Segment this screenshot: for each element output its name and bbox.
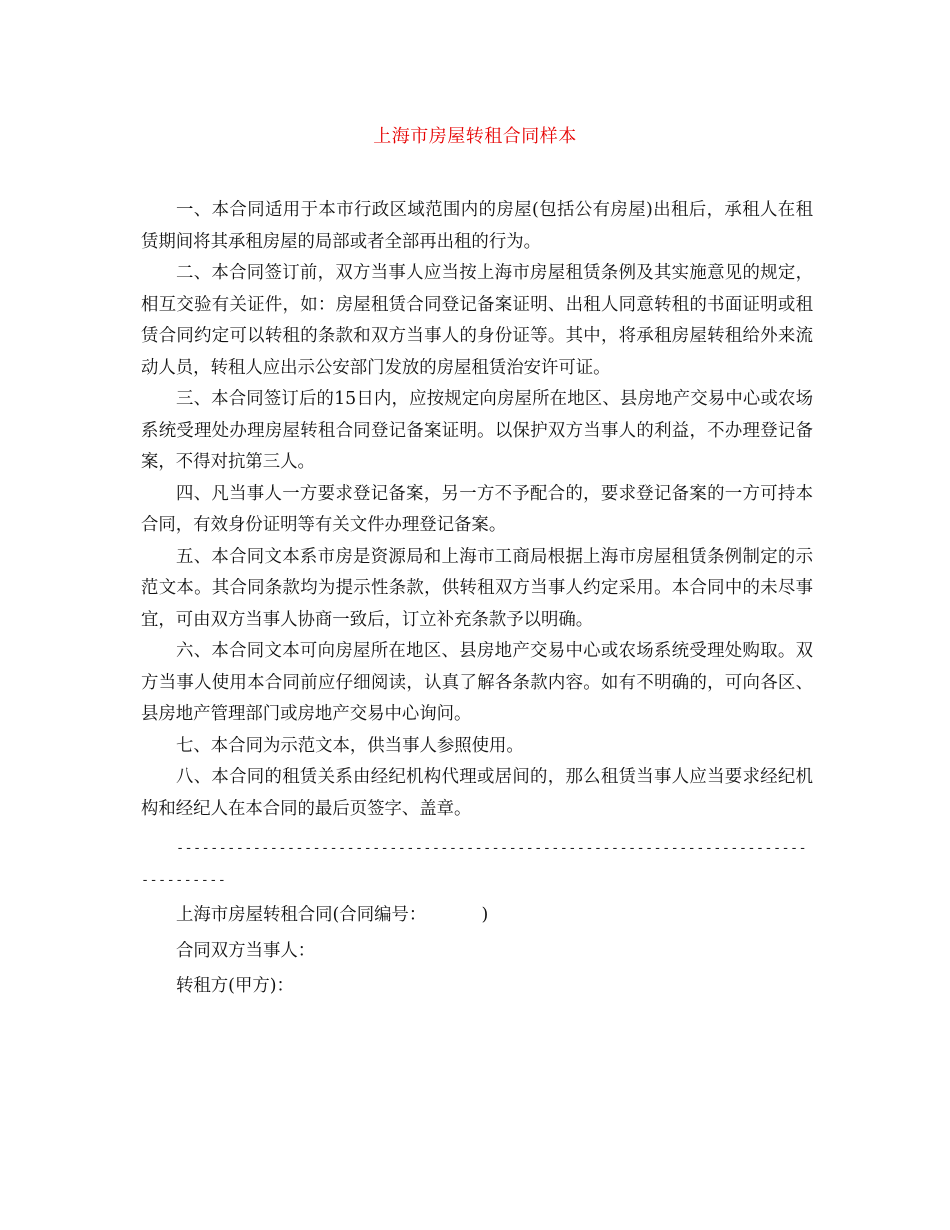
paragraph-2: 二、本合同签订前，双方当事人应当按上海市房屋租赁条例及其实施意见的规定，相互交验有关证件，如：房屋租赁合同登记备案证明、出租人同意转租的书面证明或租赁合同约定可以转租的条款和双方当事人的身份证等。其中，将承租房屋转租给外来流动人员，转租人应出示公安部门发放的房屋租赁治安许可证。: [141, 263, 813, 378]
paragraph-8: 八、本合同的租赁关系由经纪机构代理或居间的，那么租赁当事人应当要求经纪机构和经纪人在本合同的最后页签字、盖章。: [141, 767, 813, 819]
paragraph-6: 六、本合同文本可向房屋所在地区、县房地产交易中心或农场系统受理处购取。双方当事人使用本合同前应仔细阅读，认真了解各条款内容。如有不明确的，可向各区、县房地产管理部门或房地产交易中心询问。: [141, 641, 813, 724]
paragraph-1: 一、本合同适用于本市行政区域范围内的房屋(包括公有房屋)出租后，承租人在租赁期间将其承租房屋的局部或者全部再出租的行为。: [141, 200, 813, 252]
section-divider: ------------------------------------------------------------------------------------: [141, 840, 808, 888]
contract-heading: 上海市房屋转租合同(合同编号： ): [176, 905, 489, 925]
sublessor-label: 转租方(甲方)：: [176, 976, 294, 996]
paragraph-5: 五、本合同文本系市房是资源局和上海市工商局根据上海市房屋租赁条例制定的示范文本。其合同条款均为提示性条款，供转租双方当事人约定采用。本合同中的未尽事宜，可由双方当事人协商一致后，订立补充条款予以明确。: [141, 546, 813, 630]
paragraph-4: 四、凡当事人一方要求登记备案，另一方不予配合的，要求登记备案的一方可持本合同，有效身份证明等有关文件办理登记备案。: [141, 483, 813, 535]
paragraph-3: 三、本合同签订后的15日内，应按规定向房屋所在地区、县房地产交易中心或农场系统受理处办理房屋转租合同登记备案证明。以保护双方当事人的利益，不办理登记备案，不得对抗第三人。: [141, 389, 813, 472]
document-title: 上海市房屋转租合同样本: [373, 126, 577, 147]
document-body: [141, 195, 813, 1003]
parties-label: 合同双方当事人：: [176, 940, 316, 961]
paragraph-7: 七、本合同为示范文本，供当事人参照使用。: [176, 735, 524, 756]
